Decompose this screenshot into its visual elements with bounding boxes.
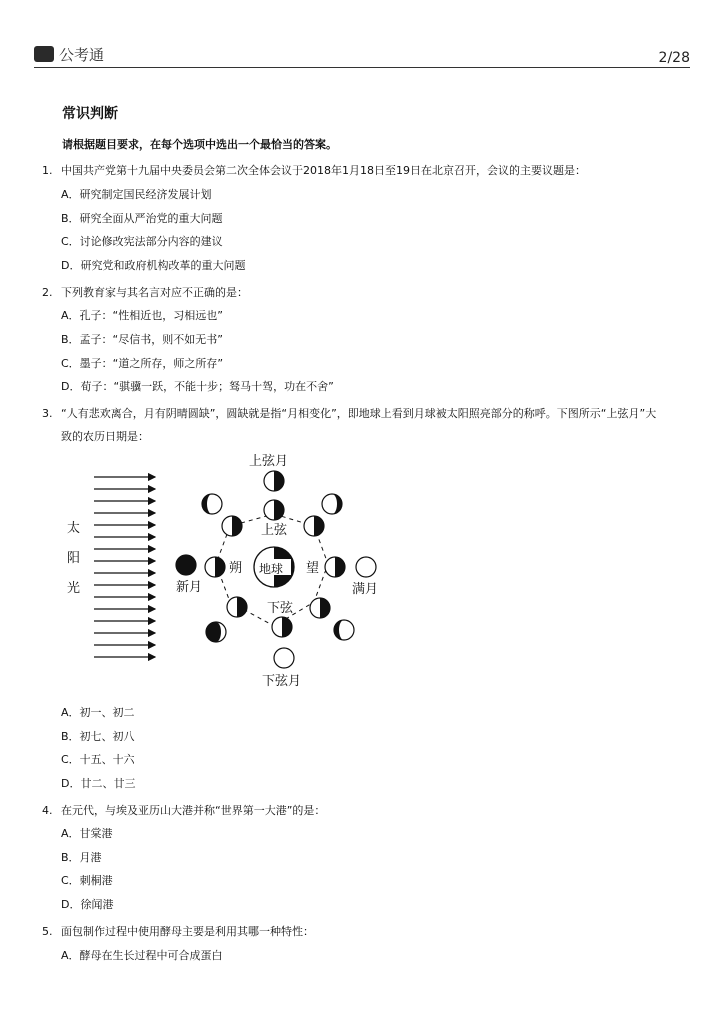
question-number: 4.: [42, 804, 53, 817]
first-quarter-inner-label: 上弦: [261, 523, 288, 538]
option-d: D．廿二、廿三: [61, 777, 136, 790]
sun-label-3: 光: [67, 581, 81, 596]
new-moon-label: 新月: [176, 580, 203, 595]
option-b: B．月港: [61, 851, 102, 864]
earth-label: 地球: [259, 562, 284, 576]
moon-inner-bottom-right: [310, 598, 330, 618]
full-moon-label: 满月: [352, 582, 379, 597]
page-header: [34, 44, 690, 68]
question-text: 在元代，与埃及亚历山大港并称“世界第一大港”的是：: [61, 804, 326, 817]
moon-full-outer: [356, 557, 376, 577]
first-quarter-label: 上弦月: [249, 454, 289, 469]
last-quarter-inner-label: 下弦: [267, 601, 294, 616]
page-number: 2/28: [658, 50, 690, 66]
sun-label-2: 阳: [67, 551, 81, 566]
logo-text: 公考通: [59, 46, 105, 64]
question-text: “人有悲欢离合，月有阴晴圆缺”，圆缺就是指“月相变化”，即地球上看到月球被太阳照亮部分的称呼。下图所示“上弦月”大: [61, 407, 657, 420]
moon-inner-right: [325, 557, 345, 577]
moon-first-quarter-outer: [264, 471, 284, 491]
option-c: C．讨论修改宪法部分内容的建议: [61, 235, 223, 248]
moon-new-outer: [176, 555, 196, 575]
moon-inner-left: [205, 557, 225, 577]
option-a: A．孔子：“性相近也，习相远也”: [61, 309, 223, 322]
full-moon-inner-label: 望: [306, 561, 320, 576]
question-text: 下列教育家与其名言对应不正确的是：: [61, 286, 248, 299]
option-d: D．徐闻港: [61, 898, 114, 911]
moon-inner-top-left: [222, 516, 242, 536]
moon-inner-top: [264, 500, 284, 520]
option-c: C．十五、十六: [61, 753, 135, 766]
last-quarter-label: 下弦月: [262, 674, 302, 689]
moon-inner-bottom-left: [227, 597, 247, 617]
question-number: 3.: [42, 407, 53, 420]
question-number: 5.: [42, 925, 53, 938]
new-moon-inner-label: 朔: [229, 561, 243, 576]
moon-inner-top-right: [304, 516, 324, 536]
sunlight-arrows: [94, 477, 155, 657]
question-number: 1.: [42, 164, 53, 177]
option-a: A．初一、初二: [61, 706, 135, 719]
moon-waning-crescent-outer: [206, 622, 226, 642]
section-title: 常识判断: [62, 106, 118, 122]
moon-waxing-gibbous-outer: [322, 494, 342, 514]
question-text: 中国共产党第十九届中央委员会第二次全体会议于2018年1月18日至19日在北京召开，会议的主要议题是：: [61, 164, 586, 177]
option-b: B．初七、初八: [61, 730, 135, 743]
option-c: C．刺桐港: [61, 874, 113, 887]
option-a: A．酵母在生长过程中可合成蛋白: [61, 949, 223, 962]
section-instruction: 请根据题目要求，在每个选项中选出一个最恰当的答案。: [62, 138, 337, 151]
option-c: C．墨子：“道之所存，师之所存”: [61, 357, 224, 370]
moon-waning-gibbous-outer: [334, 620, 354, 640]
option-b: B．研究全面从严治党的重大问题: [61, 212, 223, 225]
question-text-continued: 致的农历日期是：: [61, 430, 149, 443]
sun-label-1: 太: [67, 521, 81, 536]
moon-inner-bottom: [272, 617, 292, 637]
question-text: 面包制作过程中使用酵母主要是利用其哪一种特性：: [61, 925, 314, 938]
moon-last-quarter-outer: [274, 648, 294, 668]
option-b: B．孟子：“尽信书，则不如无书”: [61, 333, 223, 346]
option-a: A．研究制定国民经济发展计划: [61, 188, 212, 201]
option-a: A．甘棠港: [61, 827, 113, 840]
question-number: 2.: [42, 286, 53, 299]
option-d: D．荀子：“骐骥一跃，不能十步；驽马十驾，功在不舍”: [61, 380, 334, 393]
moon-phase-diagram: [62, 450, 379, 696]
moon-waxing-crescent-outer: [202, 494, 222, 514]
option-d: D．研究党和政府机构改革的重大问题: [61, 259, 246, 272]
header-divider: [34, 67, 690, 68]
logo-icon: [34, 46, 54, 62]
